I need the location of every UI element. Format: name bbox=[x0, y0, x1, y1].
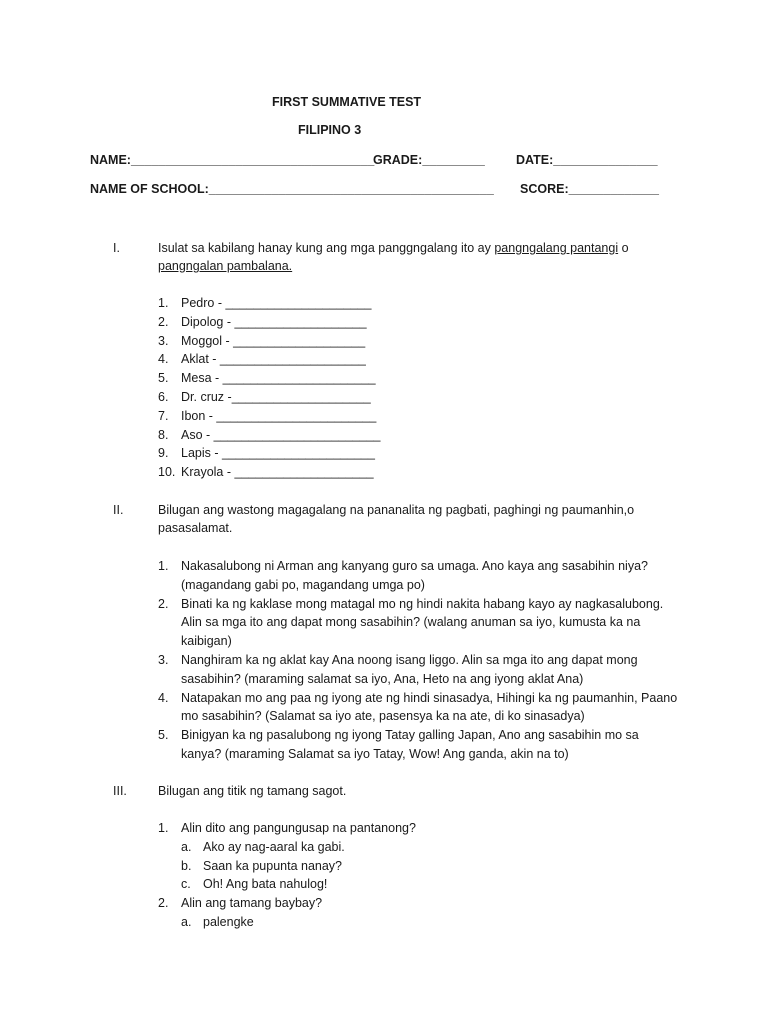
school-label: NAME OF SCHOOL: bbox=[90, 182, 209, 196]
list-item: 2. Dipolog - ___________________ bbox=[158, 314, 367, 329]
choice-item: a. palengke bbox=[181, 914, 254, 929]
choice-list bbox=[181, 838, 678, 894]
list-item: 9. Lapis - ______________________ bbox=[158, 446, 375, 461]
choice-item: a. Ako ay nag-aaral ka gabi. bbox=[181, 839, 345, 854]
page-title: FIRST SUMMATIVE TEST bbox=[272, 95, 422, 109]
section-2-instruction: Bilugan ang wastong magagalang na pananalita ng pagbati, paghingi ng paumanhin,o pasasalamat. bbox=[158, 503, 635, 535]
section-1-instruction bbox=[158, 239, 678, 275]
list-item: 1. Pedro - _____________________ bbox=[158, 296, 372, 310]
list-item: 8. Aso - ________________________ bbox=[158, 427, 381, 442]
choice-list bbox=[181, 913, 678, 932]
section-1-instruction-or: o bbox=[618, 241, 629, 255]
name-label: NAME: bbox=[90, 153, 131, 167]
grade-blank: _________ bbox=[422, 153, 485, 167]
section-2-list bbox=[158, 557, 678, 764]
name-field bbox=[90, 151, 374, 169]
name-blank: ___________________________________ bbox=[130, 153, 375, 167]
grade-field bbox=[373, 151, 485, 169]
choice-item: c. Oh! Ang bata nahulog! bbox=[181, 877, 328, 892]
section-3-list bbox=[158, 819, 678, 932]
date-label: DATE: bbox=[516, 153, 554, 167]
list-item: 1. Alin dito ang pangungusap na pantanong? a. Ako ay nag-aaral ka gabi. b. Saan ka pupunta nanay? c. Oh! Ang bata nahulog! bbox=[158, 819, 678, 894]
section-1-instruction-text: Isulat sa kabilang hanay kung ang mga panggngalang ito ay bbox=[158, 241, 495, 255]
section-1-list bbox=[158, 294, 678, 482]
list-item: 5. Mesa - ______________________ bbox=[158, 371, 376, 386]
list-item: 2. Alin ang tamang baybay? a. palengke bbox=[158, 894, 678, 932]
list-item: 3. Nanghiram ka ng aklat kay Ana noong isang liggo. Alin sa mga ito ang dapat mong sasabihin? (maraming salamat sa iyo, Ana, Heto na ang iyong aklat Ana) bbox=[158, 652, 638, 686]
school-blank: _________________________________________ bbox=[208, 182, 494, 196]
school-field bbox=[90, 180, 494, 198]
list-item: 6. Dr. cruz -____________________ bbox=[158, 389, 371, 404]
score-label: SCORE: bbox=[520, 182, 569, 196]
section-3-instruction: Bilugan ang titik ng tamang sagot. bbox=[158, 784, 347, 798]
underlined-term-pambalana: pangngalan pambalana. bbox=[158, 259, 293, 273]
question-text: Alin dito ang pangungusap na pantanong? bbox=[181, 821, 416, 835]
score-blank: _____________ bbox=[568, 182, 659, 196]
subject-title: FILIPINO 3 bbox=[298, 123, 362, 137]
section-3-numeral: III. bbox=[113, 784, 127, 798]
list-item: 3. Moggol - ___________________ bbox=[158, 333, 366, 348]
list-item: 2. Binati ka ng kaklase mong matagal mo ng hindi nakita habang kayo ay nagkasalubong. Alin sa mga ito ang dapat mong sasabihin? (walang anuman sa iyo, kumusta ka na kaibigan) bbox=[158, 596, 664, 649]
list-item: 5. Binigyan ka ng pasalubong ng iyong Tatay galling Japan, Ano ang sasabihin mo sa kanya? (maraming Salamat sa iyo Tatay, Wow! Ang ganda, akin na to) bbox=[158, 728, 639, 761]
date-field bbox=[516, 151, 658, 169]
list-item: 4. Aklat - _____________________ bbox=[158, 352, 366, 367]
list-item: 7. Ibon - _______________________ bbox=[158, 408, 377, 423]
question-text: Alin ang tamang baybay? bbox=[181, 896, 323, 911]
list-item: 10. Krayola - ____________________ bbox=[158, 465, 374, 480]
underlined-term-pantangi: pangngalang pantangi bbox=[494, 241, 619, 255]
choice-item: b. Saan ka pupunta nanay? bbox=[181, 858, 343, 873]
list-item: 4. Natapakan mo ang paa ng iyong ate ng hindi sinasadya, Hihingi ka ng paumanhin, Paano mo sasabihin? (Salamat sa iyo ate, pasensya ka na ate, di ko sinasadya) bbox=[158, 690, 678, 724]
list-item: 1. Nakasalubong ni Arman ang kanyang guro sa umaga. Ano kaya ang sasabihin niya? (magandang gabi po, magandang umga po) bbox=[158, 559, 648, 592]
section-1-numeral: I. bbox=[113, 241, 120, 255]
score-field bbox=[520, 180, 659, 198]
section-2-numeral: II. bbox=[113, 503, 124, 517]
date-blank: _______________ bbox=[553, 153, 658, 167]
grade-label: GRADE: bbox=[373, 153, 423, 167]
